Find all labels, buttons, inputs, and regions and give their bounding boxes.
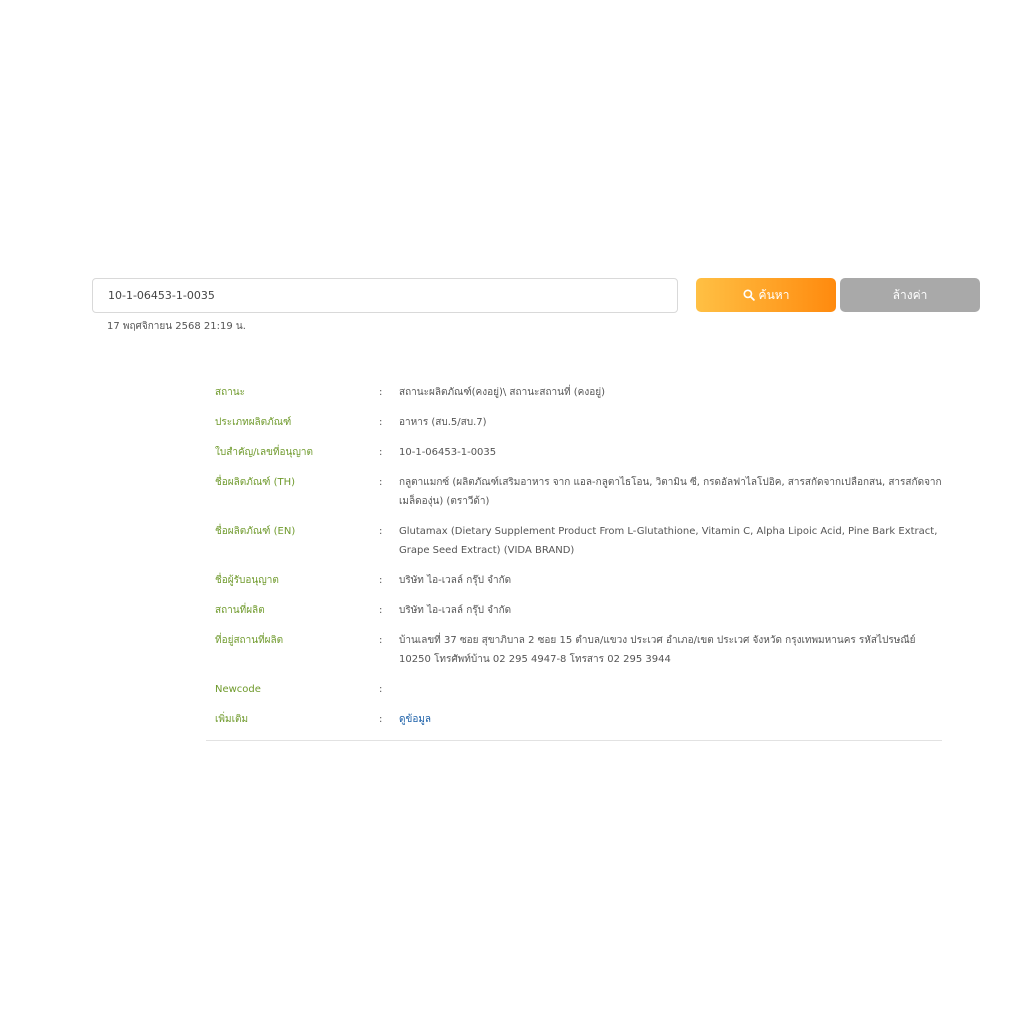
detail-label: สถานะ [215,387,245,398]
detail-label: Newcode [215,684,261,695]
detail-value: บ้านเลขที่ 37 ซอย สุขาภิบาล 2 ซอย 15 ตำบล/แขวง ประเวศ อำเภอ/เขต ประเวศ จังหวัด กรุงเทพมหานคร รหัสไปรษณีย์ 10250 โทรศัพท์บ้าน 02 295 4947-8 โทรสาร 02 295 3944 [399,635,916,665]
detail-colon: : [379,575,383,586]
product-details [206,383,942,741]
clear-button-label: ล้างค่า [892,287,928,302]
detail-label: ใบสำคัญ/เลขที่อนุญาต [215,447,313,458]
divider [206,740,942,741]
detail-colon: : [379,526,383,537]
detail-colon: : [379,447,383,458]
detail-colon: : [379,605,383,616]
detail-value: สถานะผลิตภัณฑ์(คงอยู่)\ สถานะสถานที่ (คงอยู่) [399,387,606,398]
detail-row-status [206,383,942,402]
search-timestamp: 17 พฤศจิกายน 2568 21:19 น. [107,321,246,332]
detail-row-product-name-en [206,522,942,560]
detail-colon: : [379,684,383,695]
search-button-label: ค้นหา [758,287,790,302]
detail-label: เพิ่มเติม [215,714,249,725]
detail-row-newcode [206,680,942,699]
detail-row-site-address [206,631,942,669]
detail-label: ประเภทผลิตภัณฑ์ [215,417,292,428]
detail-row-manufacturing-site [206,601,942,620]
detail-colon: : [379,417,383,428]
detail-value: อาหาร (สบ.5/สบ.7) [399,417,487,428]
detail-value: Glutamax (Dietary Supplement Product From L-Glutathione, Vitamin C, Alpha Lipoic Acid, Pine Bark Extract, Grape Seed Extract) (VIDA BRAND) [399,526,938,556]
detail-label: สถานที่ผลิต [215,605,265,616]
detail-row-product-type [206,413,942,432]
search-button[interactable] [696,278,836,312]
detail-row-more [206,710,942,729]
detail-value: กลูตาแมกซ์ (ผลิตภัณฑ์เสริมอาหาร จาก แอล-กลูตาไธโอน, วิตามิน ซี, กรดอัลฟาไลโปอิค, สารสกัดจากเปลือกสน, สารสกัดจากเมล็ดองุ่น) (ตราวีด้า) [399,477,942,507]
detail-row-license-number [206,443,942,462]
detail-value: บริษัท ไอ-เวลล์ กรุ๊ป จำกัด [399,575,512,586]
detail-label: ชื่อผลิตภัณฑ์ (EN) [215,526,296,537]
clear-button[interactable] [840,278,980,312]
detail-colon: : [379,477,383,488]
detail-row-licensee [206,571,942,590]
detail-value: บริษัท ไอ-เวลล์ กรุ๊ป จำกัด [399,605,512,616]
search-input[interactable] [92,278,678,313]
detail-value: 10-1-06453-1-0035 [399,447,497,458]
view-info-link[interactable]: ดูข้อมูล [399,714,432,725]
detail-colon: : [379,714,383,725]
detail-colon: : [379,635,383,646]
detail-label: ชื่อผู้รับอนุญาต [215,575,279,586]
detail-label: ที่อยู่สถานที่ผลิต [215,635,284,646]
detail-row-product-name-th [206,473,942,511]
search-icon [743,289,755,301]
detail-label: ชื่อผลิตภัณฑ์ (TH) [215,477,296,488]
detail-colon: : [379,387,383,398]
